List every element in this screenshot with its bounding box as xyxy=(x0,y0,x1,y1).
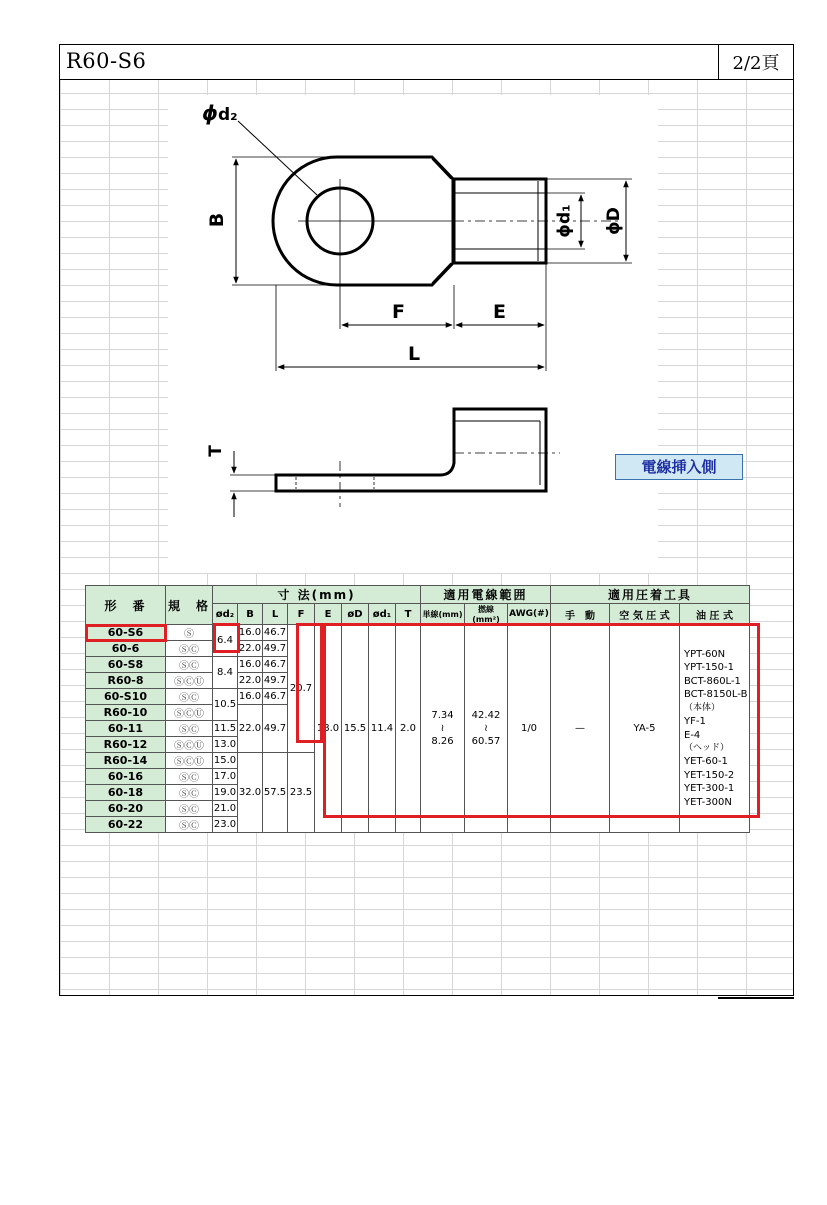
d2-cell: 10.5 xyxy=(213,689,238,721)
header-hydraulic: 油 圧 式 xyxy=(680,604,750,625)
header-e: E xyxy=(315,604,342,625)
model-cell[interactable]: R60-8 xyxy=(86,673,166,689)
model-cell[interactable]: 60-16 xyxy=(86,769,166,785)
awg-cell: 1/0 xyxy=(508,625,551,833)
l-cell: 46.7 xyxy=(263,625,288,641)
standard-cell: ⓈⒸ xyxy=(166,769,213,785)
corner-chamfer xyxy=(432,159,451,179)
pneumatic-tool-cell: YA-5 xyxy=(610,625,680,833)
standard-cell: ⓈⒸⓊ xyxy=(166,753,213,769)
header-stranded-wire: 撚線(mm²) xyxy=(465,604,508,625)
model-cell[interactable]: 60-6 xyxy=(86,641,166,657)
b-cell: 16.0 xyxy=(238,657,263,673)
b-cell: 16.0 xyxy=(238,625,263,641)
d1-cell: 11.4 xyxy=(369,625,396,833)
corner-chamfer xyxy=(432,263,451,283)
f-cell: 20.7 xyxy=(288,625,315,753)
model-cell[interactable]: R60-12 xyxy=(86,737,166,753)
model-cell[interactable]: 60-11 xyxy=(86,721,166,737)
spec-table xyxy=(85,585,750,833)
label-f: F xyxy=(392,301,405,323)
tool-item: YET-300N xyxy=(684,796,732,808)
solid-min: 7.34 xyxy=(431,710,454,721)
header-f: F xyxy=(288,604,315,625)
standard-cell: ⓈⒸ xyxy=(166,801,213,817)
standard-cell: ⓈⒸ xyxy=(166,689,213,705)
model-cell[interactable]: 60-S10 xyxy=(86,689,166,705)
terminal-drawing xyxy=(60,45,794,585)
header-model: 形 番 xyxy=(86,586,166,625)
label-l: L xyxy=(408,343,421,365)
d2-cell: 8.4 xyxy=(213,657,238,689)
tool-item: YF-1 xyxy=(684,716,706,728)
stranded-min: 42.42 xyxy=(471,710,501,721)
phi-symbol: ϕ xyxy=(202,101,218,125)
header-d2: ød₂ xyxy=(213,604,238,625)
stranded-wire-cell xyxy=(465,625,508,833)
b-cell: 22.0 xyxy=(238,641,263,657)
t-cell: 2.0 xyxy=(396,625,421,833)
b-cell: 22.0 xyxy=(238,705,263,753)
stranded-sep: ≀ xyxy=(484,723,488,734)
d2-cell: 15.0 xyxy=(213,753,238,769)
b-cell: 22.0 xyxy=(238,673,263,689)
e-cell: 18.0 xyxy=(315,625,342,833)
d2-cell: 17.0 xyxy=(213,769,238,785)
b-cell: 16.0 xyxy=(238,689,263,705)
label-e: E xyxy=(493,301,506,323)
header-crimp-tools: 適用圧着工具 xyxy=(551,586,750,604)
header-t: T xyxy=(396,604,421,625)
standard-cell: ⓈⒸⓊ xyxy=(166,673,213,689)
l-cell: 57.5 xyxy=(263,753,288,833)
d2-cell: 6.4 xyxy=(213,625,238,657)
header-manual: 手 動 xyxy=(551,604,610,625)
model-cell[interactable]: 60-22 xyxy=(86,817,166,833)
model-cell[interactable]: 60-20 xyxy=(86,801,166,817)
tool-item: YPT-150-1 xyxy=(684,662,734,674)
footer-line xyxy=(718,997,794,999)
standard-cell: ⓈⒸ xyxy=(166,641,213,657)
header-dimensions: 寸 法(mm) xyxy=(213,586,421,604)
solid-sep: ≀ xyxy=(440,723,445,734)
l-cell: 49.7 xyxy=(263,705,288,753)
tool-item: E-4 xyxy=(684,729,701,741)
standard-cell: ⓈⒸⓊ xyxy=(166,737,213,753)
d2-cell: 23.0 xyxy=(213,817,238,833)
header-standard: 規 格 xyxy=(166,586,213,625)
hydraulic-tools-cell xyxy=(680,625,750,833)
tool-item: BCT-860L-1 xyxy=(684,675,741,687)
wire-insertion-side-label: 電線挿入側 xyxy=(615,454,743,480)
d2-cell: 19.0 xyxy=(213,785,238,801)
standard-cell: ⓈⒸⓊ xyxy=(166,705,213,721)
l-cell: 49.7 xyxy=(263,641,288,657)
outer-d-cell: 15.5 xyxy=(342,625,369,833)
label-d: ϕD xyxy=(603,207,624,235)
f-cell: 23.5 xyxy=(288,753,315,833)
model-cell[interactable]: R60-14 xyxy=(86,753,166,769)
label-t: T xyxy=(205,445,226,457)
tool-item: BCT-8150L-B xyxy=(684,689,748,701)
manual-tool-cell: — xyxy=(551,625,610,833)
d2-text: d₂ xyxy=(217,105,238,125)
label-d2 xyxy=(202,101,238,125)
tool-item: YPT-60N xyxy=(684,649,726,661)
table-row xyxy=(86,625,750,641)
header-l: L xyxy=(263,604,288,625)
tool-item: YET-60-1 xyxy=(684,756,728,768)
spreadsheet-page xyxy=(59,44,794,996)
header-awg: AWG(#) xyxy=(508,604,551,625)
standard-cell: ⓈⒸ xyxy=(166,721,213,737)
b-cell: 32.0 xyxy=(238,753,263,833)
header-b: B xyxy=(238,604,263,625)
stranded-max: 60.57 xyxy=(471,736,501,747)
d2-cell: 21.0 xyxy=(213,801,238,817)
tool-item: YET-300-1 xyxy=(684,783,735,795)
solid-wire-cell xyxy=(421,625,465,833)
header-pneumatic: 空 気 圧 式 xyxy=(610,604,680,625)
model-cell-selected[interactable]: 60-S6 xyxy=(86,625,166,641)
tool-item: YET-150-2 xyxy=(684,769,735,781)
standard-cell: ⓈⒸ xyxy=(166,657,213,673)
standard-cell: ⓈⒸ xyxy=(166,785,213,801)
l-cell: 46.7 xyxy=(263,657,288,673)
tool-item: （本体） xyxy=(684,702,721,713)
model-cell[interactable]: R60-10 xyxy=(86,705,166,721)
l-cell: 49.7 xyxy=(263,673,288,689)
header-wire-range: 適用電線範囲 xyxy=(421,586,551,604)
header-solid-wire: 単線(mm) xyxy=(421,604,465,625)
page-number: 2/2頁 xyxy=(718,45,793,79)
standard-cell: Ⓢ xyxy=(166,625,213,641)
standard-cell: ⓈⒸ xyxy=(166,817,213,833)
header-d1: ød₁ xyxy=(369,604,396,625)
label-b: B xyxy=(206,212,229,228)
d2-cell: 13.0 xyxy=(213,737,238,753)
d2-cell: 11.5 xyxy=(213,721,238,737)
solid-max: 8.26 xyxy=(431,736,454,747)
header-outer-d: øD xyxy=(342,604,369,625)
document-title: R60-S6 xyxy=(66,49,147,73)
model-cell[interactable]: 60-S8 xyxy=(86,657,166,673)
l-cell: 46.7 xyxy=(263,689,288,705)
tool-item: （ヘッド） xyxy=(684,742,730,753)
label-d1: ϕd₁ xyxy=(554,204,575,238)
model-cell[interactable]: 60-18 xyxy=(86,785,166,801)
